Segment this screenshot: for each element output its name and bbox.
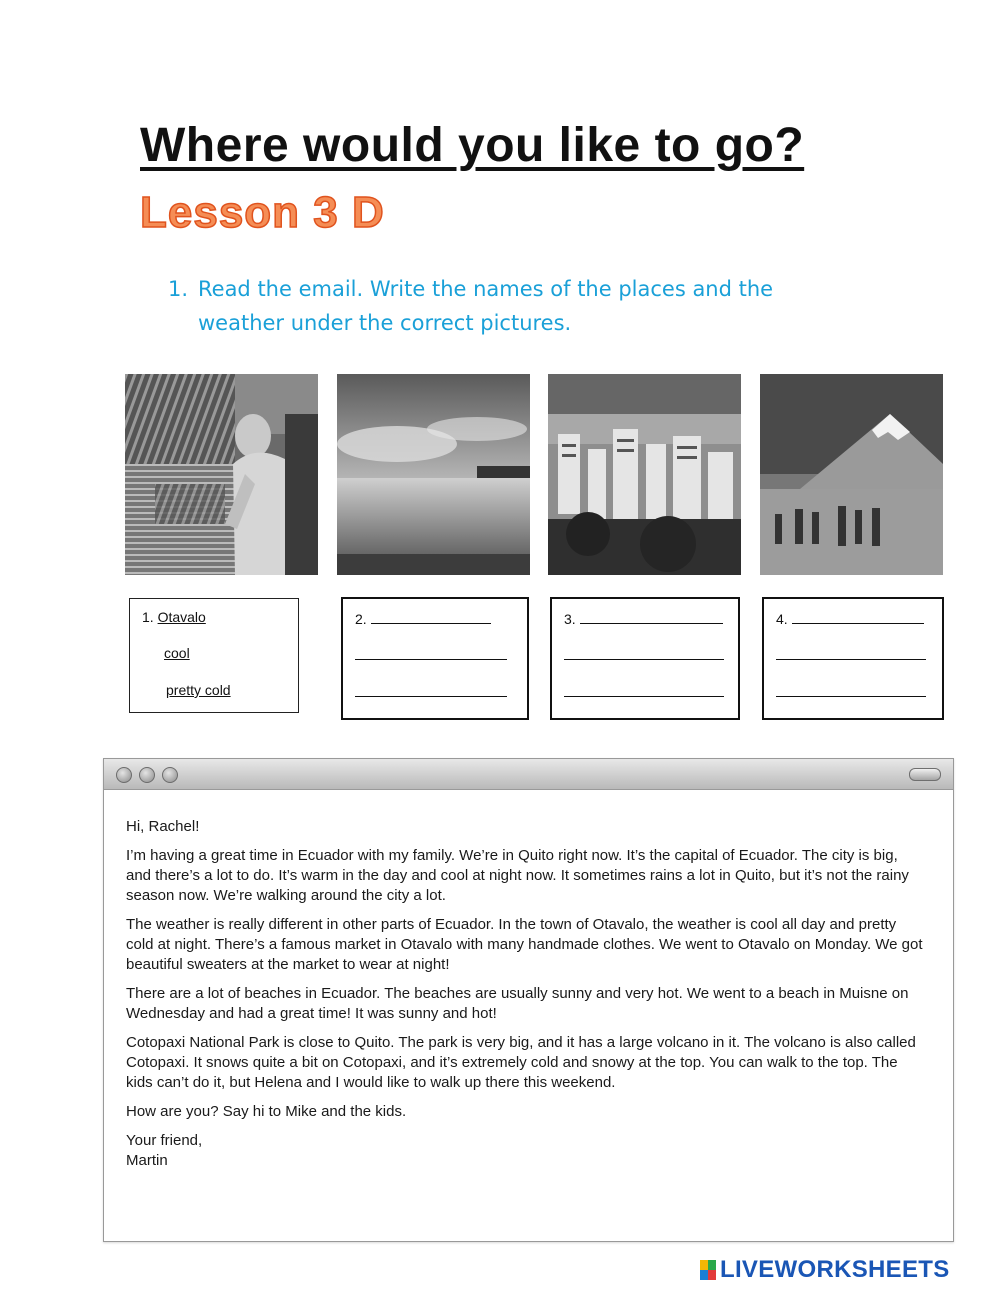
city-photo bbox=[548, 374, 741, 575]
email-body bbox=[126, 817, 926, 1171]
beach-photo bbox=[337, 374, 530, 575]
weather-field[interactable] bbox=[776, 682, 926, 697]
instruction-text: Read the email. Write the names of the places and the weather under the correct pictures. bbox=[198, 277, 774, 335]
logo-text: LIVEWORKSHEETS bbox=[720, 1256, 950, 1283]
answer-number: 1. bbox=[142, 609, 154, 625]
page-title: Where would you like to go? bbox=[140, 119, 805, 172]
weather-field[interactable] bbox=[564, 682, 724, 697]
weather-field[interactable] bbox=[355, 682, 507, 697]
lesson-heading: Lesson 3 D bbox=[140, 188, 385, 237]
email-paragraph: I’m having a great time in Ecuador with my family. We’re in Quito right now. It’s the capital of Ecuador. The city is big, and there’s a lot to do. It’s warm in the day and cool at night now. It sometimes rains a lot in Quito, but it’s not the rainy season now. We’re walking around the city a lot. bbox=[126, 847, 909, 904]
logo-icon bbox=[700, 1260, 716, 1280]
email-signature: Martin bbox=[126, 1152, 168, 1169]
email-paragraph: Cotopaxi National Park is close to Quito. The park is very big, and it has a large volcano in it. The volcano is also called Cotopaxi. It snows quite a bit on Cotopaxi, and it’s extremely cold and snowy at the top. You can walk to the top. The kids can’t do it, but Helena and I would like to walk up there this weekend. bbox=[126, 1034, 916, 1091]
market-textiles-photo bbox=[125, 374, 318, 575]
volcano-photo bbox=[760, 374, 953, 575]
email-closing: Your friend, bbox=[126, 1132, 203, 1149]
answer-number: 3. bbox=[564, 611, 576, 627]
weather-field[interactable] bbox=[564, 645, 724, 660]
liveworksheets-logo bbox=[700, 1256, 950, 1284]
answer-box-4 bbox=[762, 597, 944, 720]
place-field[interactable] bbox=[792, 609, 924, 624]
email-window bbox=[103, 758, 954, 1242]
zoom-icon bbox=[162, 767, 178, 783]
instruction bbox=[168, 272, 838, 340]
email-paragraph: The weather is really different in other parts of Ecuador. In the town of Otavalo, the weather is cool all day and pretty cold at night. There’s a famous market in Otavalo with many handmade clothes. We went to Otavalo on Monday. We got beautiful sweaters at the market to wear at night! bbox=[126, 916, 923, 973]
answer-box-1 bbox=[129, 598, 299, 713]
weather-field[interactable]: pretty cold bbox=[166, 682, 231, 698]
place-field[interactable] bbox=[580, 609, 723, 624]
email-greeting: Hi, Rachel! bbox=[126, 818, 200, 835]
place-field[interactable] bbox=[371, 609, 491, 624]
window-titlebar bbox=[104, 759, 953, 790]
weather-field[interactable]: cool bbox=[164, 645, 190, 661]
answer-number: 2. bbox=[355, 611, 367, 627]
weather-field[interactable] bbox=[776, 645, 926, 660]
toolbar-toggle-icon bbox=[909, 768, 941, 781]
email-paragraph: There are a lot of beaches in Ecuador. The beaches are usually sunny and very hot. We went to a beach in Muisne on Wednesday and had a great time! It was sunny and hot! bbox=[126, 985, 909, 1022]
instruction-number: 1. bbox=[168, 277, 189, 301]
weather-field[interactable] bbox=[355, 645, 507, 660]
answer-box-2 bbox=[341, 597, 529, 720]
email-paragraph: How are you? Say hi to Mike and the kids. bbox=[126, 1103, 407, 1120]
place-field[interactable]: Otavalo bbox=[157, 609, 206, 625]
minimize-icon bbox=[139, 767, 155, 783]
answer-box-3 bbox=[550, 597, 740, 720]
close-icon bbox=[116, 767, 132, 783]
answer-number: 4. bbox=[776, 611, 788, 627]
